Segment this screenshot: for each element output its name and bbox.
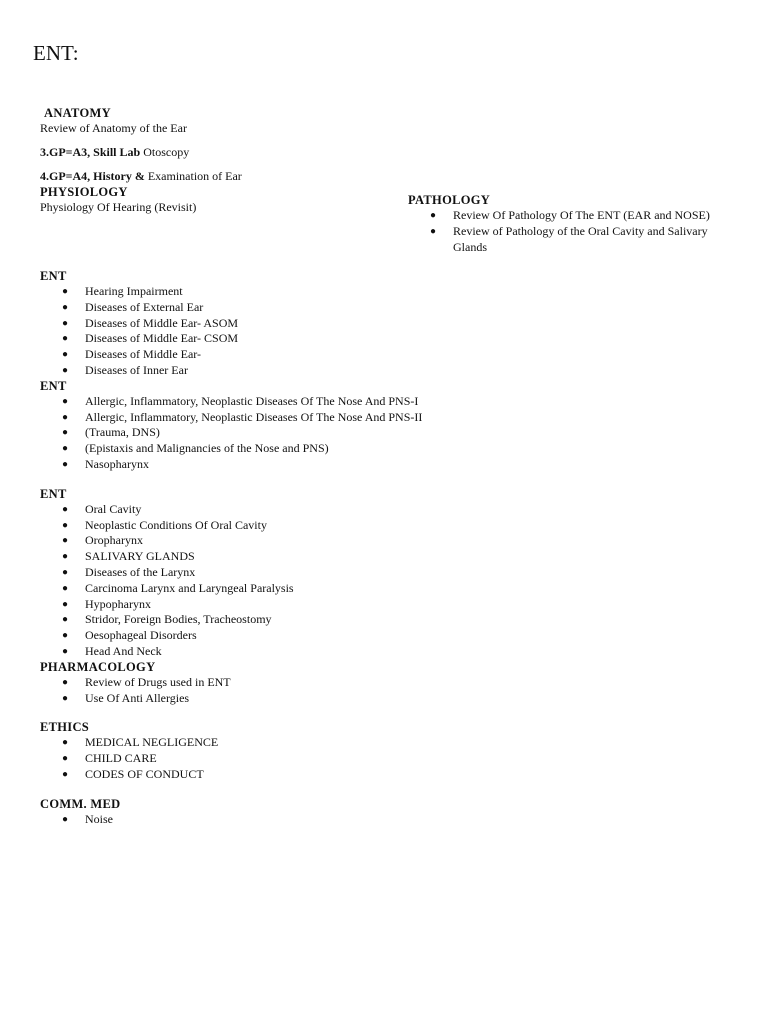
ent-ear-heading: ENT bbox=[40, 269, 67, 283]
list-item-text: Allergic, Inflammatory, Neoplastic Diseases Of The Nose And PNS-II bbox=[85, 409, 423, 424]
page-title: ENT: bbox=[33, 41, 79, 65]
list-item bbox=[40, 735, 740, 751]
list-item-text: CODES OF CONDUCT bbox=[85, 766, 204, 781]
ethics-list bbox=[40, 735, 740, 782]
list-item-text: Oral Cavity bbox=[85, 501, 142, 516]
list-item-text: Diseases of Middle Ear- ASOM bbox=[85, 315, 239, 330]
bullet-icon: ● bbox=[62, 551, 69, 563]
anatomy-line-4-bold: 4.GP=A4, History & bbox=[40, 169, 145, 183]
anatomy-heading: ANATOMY bbox=[44, 106, 111, 120]
bullet-icon: ● bbox=[62, 692, 69, 704]
list-item-text: Use Of Anti Allergies bbox=[85, 690, 190, 705]
bullet-icon: ● bbox=[62, 535, 69, 547]
list-item bbox=[40, 441, 740, 457]
left-column bbox=[40, 106, 380, 215]
list-item bbox=[40, 628, 740, 644]
list-item-text: CHILD CARE bbox=[85, 751, 157, 766]
list-item bbox=[40, 675, 740, 691]
list-item-text: Diseases of Inner Ear bbox=[85, 362, 188, 377]
list-item-text: Diseases of External Ear bbox=[85, 299, 204, 314]
ethics-heading: ETHICS bbox=[40, 720, 90, 735]
bullet-icon: ● bbox=[62, 286, 69, 297]
list-item-text: Review of Pathology of the Oral Cavity and Salivary Glands bbox=[453, 223, 708, 254]
list-item-text: Hearing Impairment bbox=[85, 284, 183, 298]
list-item bbox=[408, 224, 738, 256]
list-item-text: Nasopharynx bbox=[85, 456, 149, 471]
list-item bbox=[40, 502, 740, 518]
bullet-icon: ● bbox=[62, 443, 69, 455]
list-item bbox=[40, 363, 740, 379]
bullet-icon: ● bbox=[62, 349, 69, 361]
list-item bbox=[40, 316, 740, 332]
anatomy-line-3-rest: Otoscopy bbox=[140, 145, 190, 159]
list-item-text: Neoplastic Conditions Of Oral Cavity bbox=[85, 517, 267, 532]
list-item-text: MEDICAL NEGLIGENCE bbox=[85, 735, 219, 750]
bullet-icon: ● bbox=[62, 411, 69, 423]
pathology-list bbox=[408, 208, 738, 255]
list-item bbox=[40, 767, 740, 783]
list-item-text: Hypopharynx bbox=[85, 596, 151, 611]
bullet-icon: ● bbox=[62, 768, 69, 780]
list-item bbox=[40, 300, 740, 316]
pathology-heading: PATHOLOGY bbox=[408, 193, 491, 207]
pharmacology-list bbox=[40, 675, 740, 707]
anatomy-line-4-rest: Examination of Ear bbox=[144, 169, 242, 183]
list-item bbox=[40, 533, 740, 549]
ent-nose-heading: ENT bbox=[40, 378, 67, 393]
right-column bbox=[408, 193, 738, 255]
list-item bbox=[40, 457, 740, 473]
ent-ear-list bbox=[40, 284, 740, 379]
bullet-icon: ● bbox=[62, 519, 69, 531]
bullet-icon: ● bbox=[430, 225, 437, 237]
bullet-icon: ● bbox=[62, 395, 69, 407]
list-item bbox=[40, 812, 740, 828]
bullet-icon: ● bbox=[62, 614, 69, 626]
bullet-icon: ● bbox=[62, 645, 69, 657]
bullet-icon: ● bbox=[62, 333, 69, 345]
physiology-text: Physiology Of Hearing (Revisit) bbox=[40, 200, 197, 214]
bullet-icon: ● bbox=[62, 427, 69, 439]
list-item bbox=[40, 597, 740, 613]
physiology-heading: PHYSIOLOGY bbox=[40, 185, 128, 199]
anatomy-text: Review of Anatomy of the Ear bbox=[40, 121, 187, 135]
list-item bbox=[40, 394, 740, 410]
anatomy-line-3 bbox=[40, 145, 380, 160]
list-item-text: Review Of Pathology Of The ENT (EAR and NOSE) bbox=[453, 208, 710, 222]
list-item-text: Oesophageal Disorders bbox=[85, 628, 197, 643]
list-item-text: (Epistaxis and Malignancies of the Nose and PNS) bbox=[85, 441, 329, 456]
bullet-icon: ● bbox=[62, 582, 69, 594]
list-item-text: Diseases of Middle Ear- CSOM bbox=[85, 331, 239, 346]
ent-sections bbox=[40, 269, 740, 828]
bullet-icon: ● bbox=[62, 317, 69, 329]
ent-throat-list bbox=[40, 502, 740, 660]
list-item-text: Stridor, Foreign Bodies, Tracheostomy bbox=[85, 612, 272, 627]
list-item bbox=[40, 425, 740, 441]
bullet-icon: ● bbox=[62, 364, 69, 376]
list-item-text: Review of Drugs used in ENT bbox=[85, 674, 231, 689]
bullet-icon: ● bbox=[62, 630, 69, 642]
comm-med-heading: COMM. MED bbox=[40, 796, 121, 811]
bullet-icon: ● bbox=[430, 210, 437, 221]
list-item bbox=[40, 751, 740, 767]
list-item bbox=[40, 518, 740, 534]
list-item bbox=[40, 549, 740, 565]
list-item bbox=[408, 208, 738, 224]
bullet-icon: ● bbox=[62, 503, 69, 515]
ent-nose-list bbox=[40, 394, 740, 473]
ent-throat-heading: ENT bbox=[40, 486, 67, 501]
bullet-icon: ● bbox=[62, 566, 69, 578]
list-item bbox=[40, 347, 740, 363]
list-item bbox=[40, 644, 740, 660]
list-item bbox=[40, 565, 740, 581]
list-item-text: (Trauma, DNS) bbox=[85, 425, 160, 440]
anatomy-line-3-bold: 3.GP=A3, Skill Lab bbox=[40, 145, 141, 159]
bullet-icon: ● bbox=[62, 737, 69, 749]
list-item bbox=[40, 331, 740, 347]
bullet-icon: ● bbox=[62, 753, 69, 765]
list-item-text: Diseases of Middle Ear- bbox=[85, 347, 202, 362]
list-item bbox=[40, 410, 740, 426]
comm-med-list bbox=[40, 812, 740, 828]
bullet-icon: ● bbox=[62, 676, 69, 688]
list-item bbox=[40, 691, 740, 707]
bullet-icon: ● bbox=[62, 301, 69, 313]
list-item bbox=[40, 284, 740, 300]
list-item-text: Allergic, Inflammatory, Neoplastic Diseases Of The Nose And PNS-I bbox=[85, 393, 419, 408]
list-item-text: Carcinoma Larynx and Laryngeal Paralysis bbox=[85, 580, 294, 595]
list-item bbox=[40, 581, 740, 597]
anatomy-line-4 bbox=[40, 169, 380, 184]
list-item-text: Diseases of the Larynx bbox=[85, 564, 196, 579]
list-item-text: Oropharynx bbox=[85, 533, 143, 548]
list-item-text: SALIVARY GLANDS bbox=[85, 549, 195, 564]
bullet-icon: ● bbox=[62, 458, 69, 470]
pharmacology-heading: PHARMACOLOGY bbox=[40, 659, 156, 674]
bullet-icon: ● bbox=[62, 813, 69, 825]
list-item-text: Head And Neck bbox=[85, 643, 162, 658]
bullet-icon: ● bbox=[62, 598, 69, 610]
list-item-text: Noise bbox=[85, 811, 113, 826]
list-item bbox=[40, 612, 740, 628]
